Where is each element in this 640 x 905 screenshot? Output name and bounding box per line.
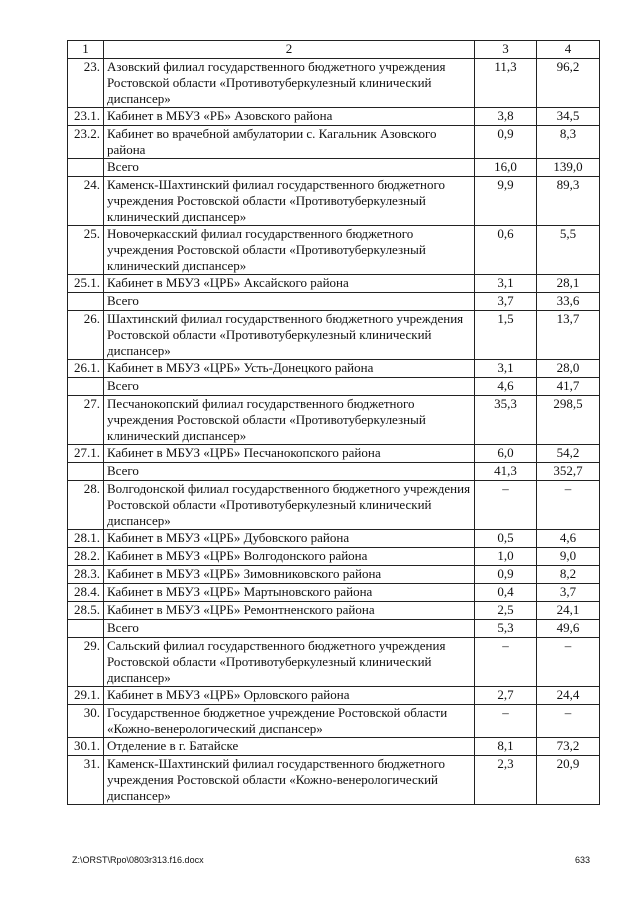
value-col4-cell: – (537, 705, 600, 738)
row-number-cell: 28.5. (68, 602, 104, 620)
value-col3-cell: 9,9 (475, 177, 537, 226)
value-col3-cell: 4,6 (475, 378, 537, 396)
table-row (68, 159, 600, 177)
row-name-cell: Каменск-Шахтинский филиал государственного бюджетного учреждения Ростовской области «Противотуберкулезный клинический диспансер» (104, 177, 475, 226)
table-row (68, 584, 600, 602)
value-col3-cell: 0,9 (475, 566, 537, 584)
table-row (68, 59, 600, 108)
data-table (67, 40, 600, 805)
value-col4-cell: 34,5 (537, 108, 600, 126)
row-name-cell: Кабинет в МБУЗ «ЦРБ» Мартыновского района (104, 584, 475, 602)
row-name-cell: Кабинет во врачебной амбулатории с. Кагальник Азовского района (104, 126, 475, 159)
row-name-cell: Волгодонской филиал государственного бюджетного учреждения Ростовской области «Противотуберкулезный клинический диспансер» (104, 481, 475, 530)
row-name-cell: Кабинет в МБУЗ «ЦРБ» Зимовниковского района (104, 566, 475, 584)
header-cell: 4 (537, 41, 600, 59)
row-number-cell: 28.2. (68, 548, 104, 566)
row-number-cell: 30.1. (68, 738, 104, 756)
value-col3-cell: 2,7 (475, 687, 537, 705)
row-name-cell: Новочеркасский филиал государственного бюджетного учреждения Ростовской области «Противотуберкулезный клинический диспансер» (104, 226, 475, 275)
value-col4-cell: 41,7 (537, 378, 600, 396)
row-number-cell: 31. (68, 756, 104, 805)
table-row (68, 445, 600, 463)
row-name-cell: Шахтинский филиал государственного бюджетного учреждения Ростовской области «Противотуберкулезный клинический диспансер» (104, 311, 475, 360)
row-name-cell: Всего (104, 620, 475, 638)
value-col4-cell: 54,2 (537, 445, 600, 463)
row-number-cell: 25. (68, 226, 104, 275)
table-row (68, 177, 600, 226)
value-col4-cell: 28,0 (537, 360, 600, 378)
value-col3-cell: 2,5 (475, 602, 537, 620)
value-col4-cell: 139,0 (537, 159, 600, 177)
value-col4-cell: – (537, 638, 600, 687)
row-name-cell: Кабинет в МБУЗ «ЦРБ» Дубовского района (104, 530, 475, 548)
value-col4-cell: 49,6 (537, 620, 600, 638)
row-number-cell (68, 463, 104, 481)
value-col4-cell: 73,2 (537, 738, 600, 756)
header-row (68, 41, 600, 59)
value-col4-cell: 13,7 (537, 311, 600, 360)
value-col3-cell: 0,6 (475, 226, 537, 275)
row-number-cell (68, 620, 104, 638)
value-col3-cell: 16,0 (475, 159, 537, 177)
value-col3-cell: 1,0 (475, 548, 537, 566)
value-col3-cell: 3,1 (475, 360, 537, 378)
value-col4-cell: 298,5 (537, 396, 600, 445)
row-number-cell: 29.1. (68, 687, 104, 705)
row-number-cell: 23.1. (68, 108, 104, 126)
footer-file-path: Z:\ORST\Rpo\0803r313.f16.docx (72, 855, 204, 865)
row-number-cell: 26. (68, 311, 104, 360)
row-number-cell: 29. (68, 638, 104, 687)
value-col4-cell: 33,6 (537, 293, 600, 311)
value-col3-cell: 3,7 (475, 293, 537, 311)
table-row (68, 620, 600, 638)
value-col3-cell: 2,3 (475, 756, 537, 805)
header-cell: 3 (475, 41, 537, 59)
row-name-cell: Каменск-Шахтинский филиал государственного бюджетного учреждения Ростовской области «Кожно-венерологический диспансер» (104, 756, 475, 805)
row-name-cell: Кабинет в МБУЗ «ЦРБ» Орловского района (104, 687, 475, 705)
table-row (68, 293, 600, 311)
value-col4-cell: 9,0 (537, 548, 600, 566)
table-row (68, 396, 600, 445)
value-col3-cell: 8,1 (475, 738, 537, 756)
value-col4-cell: 8,2 (537, 566, 600, 584)
table-row (68, 705, 600, 738)
value-col4-cell: 3,7 (537, 584, 600, 602)
value-col4-cell: 24,1 (537, 602, 600, 620)
row-number-cell: 28. (68, 481, 104, 530)
row-number-cell: 25.1. (68, 275, 104, 293)
value-col3-cell: 41,3 (475, 463, 537, 481)
row-number-cell: 27.1. (68, 445, 104, 463)
value-col3-cell: 5,3 (475, 620, 537, 638)
table-row (68, 311, 600, 360)
table-row (68, 226, 600, 275)
row-number-cell: 26.1. (68, 360, 104, 378)
table-row (68, 687, 600, 705)
table-row (68, 463, 600, 481)
value-col4-cell: 4,6 (537, 530, 600, 548)
row-name-cell: Государственное бюджетное учреждение Ростовской области «Кожно-венерологический диспансер» (104, 705, 475, 738)
row-number-cell: 27. (68, 396, 104, 445)
row-number-cell: 23.2. (68, 126, 104, 159)
value-col4-cell: 24,4 (537, 687, 600, 705)
table-row (68, 548, 600, 566)
row-name-cell: Всего (104, 293, 475, 311)
header-cell: 2 (104, 41, 475, 59)
value-col3-cell: 3,8 (475, 108, 537, 126)
table-row (68, 481, 600, 530)
value-col4-cell: 89,3 (537, 177, 600, 226)
row-name-cell: Азовский филиал государственного бюджетного учреждения Ростовской области «Противотуберкулезный клинический диспансер» (104, 59, 475, 108)
row-name-cell: Всего (104, 159, 475, 177)
row-number-cell: 28.3. (68, 566, 104, 584)
value-col3-cell: – (475, 638, 537, 687)
row-name-cell: Отделение в г. Батайске (104, 738, 475, 756)
row-name-cell: Кабинет в МБУЗ «ЦРБ» Ремонтненского района (104, 602, 475, 620)
table-row (68, 360, 600, 378)
value-col4-cell: – (537, 481, 600, 530)
row-name-cell: Кабинет в МБУЗ «ЦРБ» Песчанокопского района (104, 445, 475, 463)
footer-page-number: 633 (575, 855, 591, 865)
value-col3-cell: – (475, 705, 537, 738)
header-cell: 1 (68, 41, 104, 59)
table-row (68, 378, 600, 396)
table-row (68, 602, 600, 620)
value-col3-cell: 0,4 (475, 584, 537, 602)
row-number-cell: 23. (68, 59, 104, 108)
table-row (68, 530, 600, 548)
row-number-cell (68, 293, 104, 311)
row-name-cell: Сальский филиал государственного бюджетного учреждения Ростовской области «Противотуберкулезный клинический диспансер» (104, 638, 475, 687)
value-col4-cell: 28,1 (537, 275, 600, 293)
table-row (68, 638, 600, 687)
value-col3-cell: 0,5 (475, 530, 537, 548)
value-col4-cell: 20,9 (537, 756, 600, 805)
table-row (68, 275, 600, 293)
value-col3-cell: 3,1 (475, 275, 537, 293)
value-col4-cell: 96,2 (537, 59, 600, 108)
table-row (68, 108, 600, 126)
table-row (68, 566, 600, 584)
value-col3-cell: 1,5 (475, 311, 537, 360)
row-name-cell: Кабинет в МБУЗ «ЦРБ» Аксайского района (104, 275, 475, 293)
value-col3-cell: – (475, 481, 537, 530)
value-col3-cell: 0,9 (475, 126, 537, 159)
row-name-cell: Кабинет в МБУЗ «РБ» Азовского района (104, 108, 475, 126)
table-row (68, 126, 600, 159)
table-row (68, 756, 600, 805)
row-name-cell: Всего (104, 378, 475, 396)
table-row (68, 738, 600, 756)
value-col4-cell: 5,5 (537, 226, 600, 275)
row-number-cell: 30. (68, 705, 104, 738)
row-number-cell (68, 378, 104, 396)
value-col4-cell: 8,3 (537, 126, 600, 159)
row-name-cell: Кабинет в МБУЗ «ЦРБ» Усть-Донецкого района (104, 360, 475, 378)
row-number-cell (68, 159, 104, 177)
row-name-cell: Кабинет в МБУЗ «ЦРБ» Волгодонского района (104, 548, 475, 566)
row-number-cell: 28.1. (68, 530, 104, 548)
row-name-cell: Всего (104, 463, 475, 481)
value-col3-cell: 11,3 (475, 59, 537, 108)
value-col4-cell: 352,7 (537, 463, 600, 481)
value-col3-cell: 6,0 (475, 445, 537, 463)
value-col3-cell: 35,3 (475, 396, 537, 445)
row-number-cell: 24. (68, 177, 104, 226)
row-name-cell: Песчанокопский филиал государственного бюджетного учреждения Ростовской области «Противотуберкулезный клинический диспансер» (104, 396, 475, 445)
row-number-cell: 28.4. (68, 584, 104, 602)
